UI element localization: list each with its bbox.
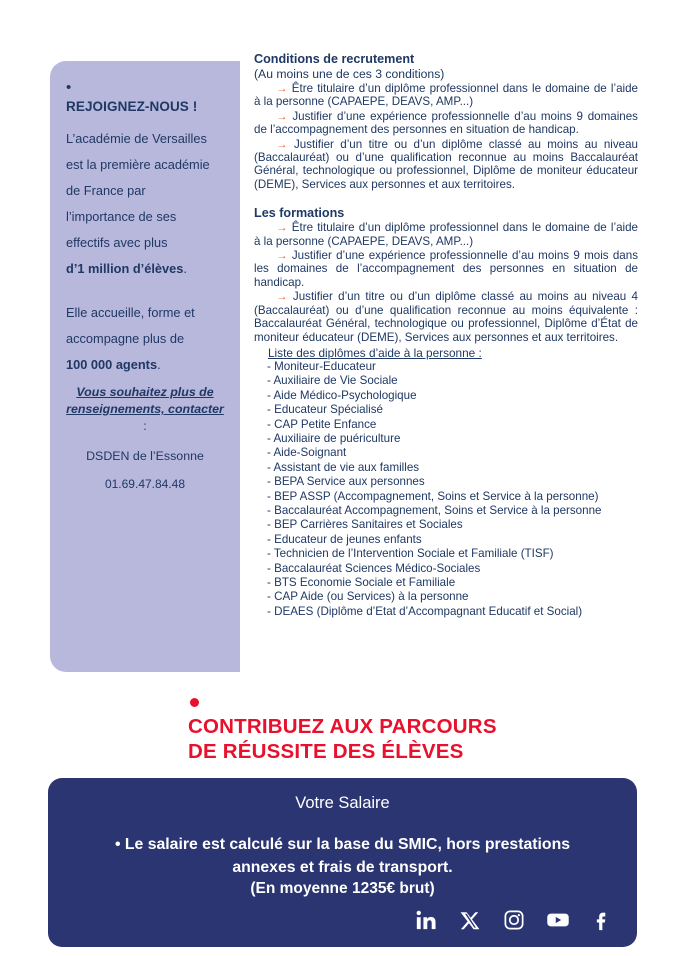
sidebar-line: effectifs avec plus: [66, 235, 168, 250]
sidebar-line: accompagne plus de: [66, 331, 185, 346]
recruitment-condition: [254, 110, 638, 137]
diploma-item: - BTS Economie Sociale et Familiale: [267, 576, 456, 589]
youtube-icon[interactable]: [545, 907, 571, 933]
recruitment-condition: [254, 82, 638, 109]
diploma-item: - Aide Médico-Psychologique: [267, 388, 417, 402]
diploma-item: - Moniteur-Educateur: [267, 359, 376, 373]
social-links-row: [413, 907, 615, 933]
sidebar-period: .: [183, 261, 187, 276]
callout-line-1: CONTRIBUEZ AUX PARCOURS: [188, 715, 497, 738]
diploma-item: - BEP ASSP (Accompagnement, Soins et Service à la personne): [267, 489, 599, 503]
diploma-item: - Baccalauréat Accompagnement, Soins et Service à la personne: [267, 503, 602, 517]
sidebar-line: L’académie de Versailles: [66, 131, 207, 146]
sidebar-title: REJOIGNEZ-NOUS !: [66, 99, 198, 114]
condition-text: Justifier d’un titre ou d’un diplôme classé au moins au niveau (Baccalauréat) ou d’une qualification reconnue au moins Baccalauréat Général, technologique ou professionnel, Diplôme de moniteur éducateur (DEME), Services aux personnes et aux territoires.: [254, 137, 638, 191]
sidebar-paragraph-academy: [66, 126, 226, 282]
salary-title: Votre Salaire: [295, 794, 390, 812]
diploma-item: - Aide-Soignant: [267, 446, 347, 460]
salary-description-line-2: annexes et frais de transport.: [232, 859, 453, 876]
sidebar-phone[interactable]: 01.69.47.84.48: [104, 477, 186, 491]
arrow-icon: →: [276, 137, 288, 151]
salary-description-line-1: • Le salaire est calculé sur la base du SMIC, hors prestations: [114, 836, 571, 853]
sidebar-line: l’importance de ses: [66, 209, 177, 224]
sidebar-agents-count: 100 000 agents: [66, 357, 158, 372]
diploma-item: - BEP Carrières Sanitaires et Sociales: [267, 518, 463, 532]
condition-text: Être titulaire d’un diplôme professionnel dans le domaine de l’aide à la personne (CAPAEPE, DEAVS, AMP...): [254, 82, 638, 109]
callout-line-2: DE RÉUSSITE DES ÉLÈVES: [188, 740, 464, 763]
sidebar-line-highlight: [66, 352, 226, 378]
sidebar-spacer: [64, 282, 226, 300]
diploma-item: - BEPA Service aux personnes: [267, 475, 425, 489]
formation-item: [254, 290, 638, 344]
sidebar-dsden: DSDEN de l’Essonne: [86, 449, 204, 463]
linkedin-icon[interactable]: [413, 907, 439, 933]
salary-panel: [48, 778, 637, 947]
recruitment-heading: Conditions de recrutement: [254, 52, 415, 66]
join-us-sidebar: [50, 61, 240, 672]
sidebar-contact-prompt: [64, 384, 226, 435]
contact-colon: :: [143, 419, 147, 433]
callout-headline: [188, 714, 608, 764]
formation-item: [254, 249, 638, 289]
diploma-item: - CAP Aide (ou Services) à la personne: [267, 590, 469, 604]
arrow-icon: →: [276, 82, 288, 95]
sidebar-bullet: •: [66, 79, 72, 96]
sidebar-paragraph-agents: [66, 300, 226, 378]
contact-prompt-line1: Vous souhaitez plus de: [76, 385, 214, 399]
diploma-item: - CAP Petite Enfance: [267, 417, 377, 431]
x-twitter-icon[interactable]: [457, 907, 483, 933]
sidebar-period: .: [157, 357, 161, 372]
section-spacer: [254, 192, 638, 206]
sidebar-line: est la première académie: [66, 157, 210, 172]
diploma-list-heading: Liste des diplômes d’aide à la personne :: [268, 345, 482, 360]
salary-average: (En moyenne 1235€ brut): [250, 880, 435, 897]
facebook-icon[interactable]: [589, 907, 615, 933]
main-content-column: [254, 52, 638, 619]
sidebar-line: Elle accueille, forme et: [66, 305, 195, 320]
salary-description: [48, 833, 637, 879]
diploma-item: - DEAES (Diplôme d’Etat d’Accompagnant Educatif et Social): [267, 604, 583, 618]
recruitment-subnote: (Au moins une de ces 3 conditions): [254, 67, 445, 81]
formation-text: Justifier d’un titre ou d’un diplôme classé au moins au niveau 4 (Baccalauréat) ou d’une qualification reconnue au moins équivalente : Baccalauréat Général, technologique ou professionnel, Diplôme d’État de moniteur éducateur (DEME), Services aux personnes et aux territoires.: [254, 290, 638, 344]
sidebar-line-highlight: [66, 256, 226, 282]
formation-text: Justifier d’une expérience professionnelle d’au moins 9 mois dans les domaines de l’accompagnement des personnes en situation de handicap.: [254, 249, 638, 289]
diploma-item: - Baccalauréat Sciences Médico-Sociales: [267, 561, 481, 575]
contact-prompt-line2: renseignements, contacter: [66, 402, 224, 416]
diploma-item: - Educateur Spécialisé: [267, 403, 383, 417]
arrow-icon: →: [276, 249, 288, 263]
formation-item: [254, 221, 638, 248]
diploma-item: - Technicien de l’Intervention Sociale et Familiale (TISF): [267, 547, 554, 561]
callout-bullet-icon: [190, 698, 199, 707]
formations-heading: Les formations: [254, 206, 345, 221]
sidebar-line: de France par: [66, 183, 146, 198]
sidebar-students-count: d’1 million d’élèves: [66, 261, 184, 276]
condition-text: Justifier d’une expérience professionnelle d’au moins 9 domaines de l’accompagnement des personnes en situation de handicap.: [254, 109, 638, 137]
formation-text: Être titulaire d’un diplôme professionnel dans le domaine de l’aide à la personne (CAPAEPE, DEAVS, AMP...): [254, 221, 638, 248]
recruitment-condition: [254, 138, 638, 192]
instagram-icon[interactable]: [501, 907, 527, 933]
diploma-item: - Auxiliaire de Vie Sociale: [267, 374, 398, 388]
diploma-item: - Assistant de vie aux familles: [267, 460, 420, 474]
arrow-icon: →: [276, 109, 288, 123]
diploma-item: - Educateur de jeunes enfants: [267, 532, 422, 546]
arrow-icon: →: [276, 221, 288, 235]
diploma-item: - Auxiliaire de puériculture: [267, 431, 401, 445]
arrow-icon: →: [276, 290, 288, 304]
